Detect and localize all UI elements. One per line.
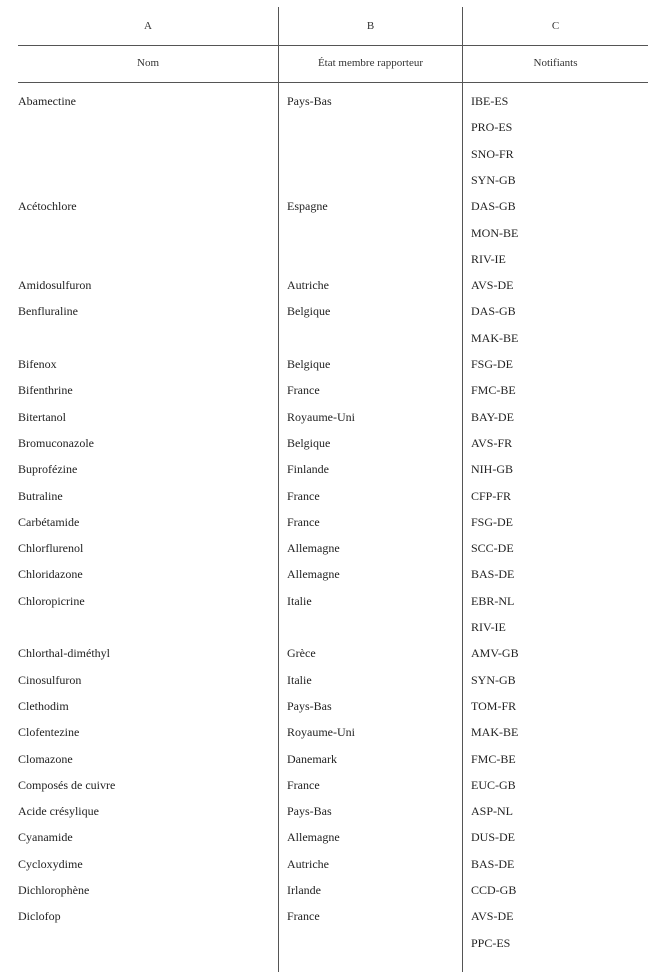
substance-name: Clofentezine: [18, 725, 80, 740]
notifier-code: FMC-BE: [471, 751, 516, 766]
rapporteur-state: France: [287, 909, 320, 924]
column-title-notifiants: Notifiants: [533, 57, 578, 69]
substance-name: Benfluraline: [18, 304, 78, 319]
notifier-code: SNO-FR: [471, 146, 514, 161]
substance-name: Bitertanol: [18, 409, 66, 424]
rapporteur-state: Pays-Bas: [287, 804, 332, 819]
notifier-code: DUS-DE: [471, 830, 515, 845]
notifier-code: ASP-NL: [471, 804, 514, 819]
substance-name: Carbétamide: [18, 514, 80, 529]
notifier-code: FMC-BE: [471, 383, 516, 398]
rapporteur-state: Autriche: [287, 278, 329, 293]
notifier-code: TOM-FR: [471, 698, 517, 713]
notifier-code: AVS-DE: [471, 909, 514, 924]
substance-name: Dichlorophène: [18, 883, 90, 897]
notifier-code: SYN-GB: [471, 672, 516, 687]
notifier-code: CCD-GB: [471, 883, 517, 897]
rapporteur-state: Allemagne: [287, 541, 340, 556]
substance-name: Acide crésylique: [18, 804, 99, 819]
rapporteur-state: Pays-Bas: [287, 94, 332, 108]
notifier-code: FSG-DE: [471, 357, 514, 371]
rapporteur-state: Pays-Bas: [287, 698, 332, 713]
substance-name: Bifenox: [18, 357, 57, 371]
substance-name: Chloridazone: [18, 567, 83, 582]
notifier-code: RIV-IE: [471, 251, 506, 266]
rapporteur-state: Royaume-Uni: [287, 409, 355, 424]
column-title-nom: Nom: [137, 57, 159, 69]
rapporteur-state: France: [287, 514, 320, 529]
substance-name: Chlorthal-diméthyl: [18, 646, 110, 661]
rapporteur-state: Finlande: [287, 462, 329, 477]
notifier-code: AVS-FR: [471, 435, 513, 450]
notifier-code: DAS-GB: [471, 304, 516, 319]
column-title-etat-membre: État membre rapporteur: [317, 57, 424, 69]
column-letter-b: B: [366, 20, 375, 32]
substance-name: Chlorflurenol: [18, 541, 84, 556]
rapporteur-state: Irlande: [287, 883, 321, 897]
substance-name: Bromuconazole: [18, 435, 94, 450]
rapporteur-state: Espagne: [287, 199, 328, 214]
rapporteur-state: Italie: [287, 672, 312, 687]
substance-name: Chloropicrine: [18, 593, 85, 608]
notifier-code: EBR-NL: [471, 593, 515, 608]
substance-name: Butraline: [18, 488, 63, 503]
rapporteur-state: France: [287, 777, 320, 792]
rapporteur-state: France: [287, 488, 320, 503]
notifier-code: NIH-GB: [471, 462, 513, 477]
rapporteur-state: France: [287, 383, 320, 398]
notifier-code: DAS-GB: [471, 199, 516, 214]
column-letter-a: A: [144, 20, 152, 32]
substance-name: Acétochlore: [18, 199, 77, 214]
substance-name: Clomazone: [18, 751, 73, 766]
rapporteur-state: Belgique: [287, 435, 331, 450]
notifier-code: BAY-DE: [471, 409, 514, 424]
rapporteur-state: Royaume-Uni: [287, 725, 355, 740]
notifier-code: MON-BE: [471, 225, 519, 240]
notifier-code: IBE-ES: [471, 94, 509, 108]
substance-name: Cyanamide: [18, 830, 73, 845]
substance-name: Buprofézine: [18, 462, 78, 477]
rapporteur-state: Belgique: [287, 357, 331, 371]
substance-name: Diclofop: [18, 909, 61, 924]
notifier-code: EUC-GB: [471, 777, 516, 792]
substance-name: Clethodim: [18, 698, 69, 713]
notifier-code: MAK-BE: [471, 725, 519, 740]
substance-name: Bifenthrine: [18, 383, 73, 398]
column-divider-1: [278, 7, 279, 972]
notifier-code: SCC-DE: [471, 541, 514, 556]
notifier-code: BAS-DE: [471, 567, 515, 582]
rapporteur-state: Grèce: [287, 646, 316, 661]
substance-name: Abamectine: [18, 94, 76, 108]
rapporteur-state: Belgique: [287, 304, 331, 319]
notifier-code: CFP-FR: [471, 488, 512, 503]
substance-name: Cinosulfuron: [18, 672, 82, 687]
notifier-code: MAK-BE: [471, 330, 519, 345]
notifier-code: AMV-GB: [471, 646, 519, 661]
notifier-code: AVS-DE: [471, 278, 514, 293]
rapporteur-state: Autriche: [287, 856, 329, 871]
column-divider-2: [462, 7, 463, 972]
notifier-code: BAS-DE: [471, 856, 515, 871]
rapporteur-state: Allemagne: [287, 567, 340, 582]
column-letter-c: C: [551, 20, 560, 32]
notifier-code: FSG-DE: [471, 514, 514, 529]
notifier-code: RIV-IE: [471, 620, 506, 634]
rapporteur-state: Allemagne: [287, 830, 340, 845]
substance-name: Amidosulfuron: [18, 278, 92, 293]
notifier-code: PRO-ES: [471, 120, 513, 135]
header-rule-top: [18, 45, 648, 46]
header-rule-bottom: [18, 82, 648, 83]
notifier-code: PPC-ES: [471, 935, 511, 950]
substance-name: Composés de cuivre: [18, 777, 116, 792]
substance-name: Cycloxydime: [18, 856, 83, 871]
notifier-code: SYN-GB: [471, 172, 516, 187]
rapporteur-state: Danemark: [287, 751, 337, 766]
rapporteur-state: Italie: [287, 593, 312, 608]
